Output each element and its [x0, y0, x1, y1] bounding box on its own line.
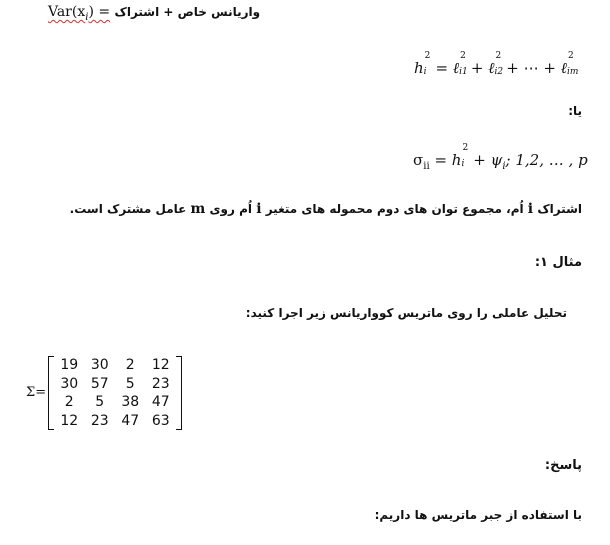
communality-equation: h 2 i = ℓ 2 i1 + ℓ 2 i2 + ⋯ + ℓ 2 im	[414, 51, 579, 77]
matrix-cell: 63	[151, 412, 170, 429]
matrix-grid	[54, 356, 176, 430]
matrix-cell: 23	[151, 375, 170, 392]
matrix-cell: 12	[60, 412, 79, 429]
variance-equation: $\sigma_{ii} = h$ 2 i + $\psi_i$; 1,2, … , p	[413, 143, 588, 172]
example-text: تحلیل عاملی را روی ماتریس کوواریانس زیر اجرا کنید:	[245, 306, 567, 320]
sigma-label: Σ=	[26, 385, 47, 400]
matrix-cell: 12	[151, 357, 170, 373]
matrix-cell: 2	[64, 394, 74, 410]
matrix-cell: 47	[151, 394, 170, 410]
answer-title: پاسخ:	[544, 458, 582, 473]
matrix-cell: 30	[90, 357, 109, 373]
right-bracket	[176, 356, 182, 430]
variance-expression: $Var(x_i)$ =	[48, 4, 111, 23]
matrix-cell: 5	[125, 375, 135, 392]
matrix-cell: 30	[60, 375, 79, 392]
answer-text: با استفاده از جبر ماتریس ها داریم:	[374, 508, 582, 522]
or-label: یا:	[568, 104, 582, 118]
matrix-cell: 38	[121, 394, 140, 410]
matrix-cell: 19	[60, 357, 79, 373]
header-line	[48, 4, 261, 23]
example-title: مثال ۱:	[534, 255, 582, 270]
matrix-cell: 57	[90, 375, 109, 392]
matrix-cell: 2	[125, 357, 135, 373]
communality-definition: اشتراک i اُم، مجموع توان های دوم محموله های متغیر i اُم روی m عامل مشترک است.	[69, 201, 582, 217]
variance-decomposition-text: واریانس خاص + اشتراک	[114, 5, 261, 19]
matrix-cell: 47	[121, 412, 140, 429]
covariance-matrix	[48, 356, 182, 430]
matrix-cell: 23	[90, 412, 109, 429]
matrix-cell: 5	[95, 394, 105, 410]
